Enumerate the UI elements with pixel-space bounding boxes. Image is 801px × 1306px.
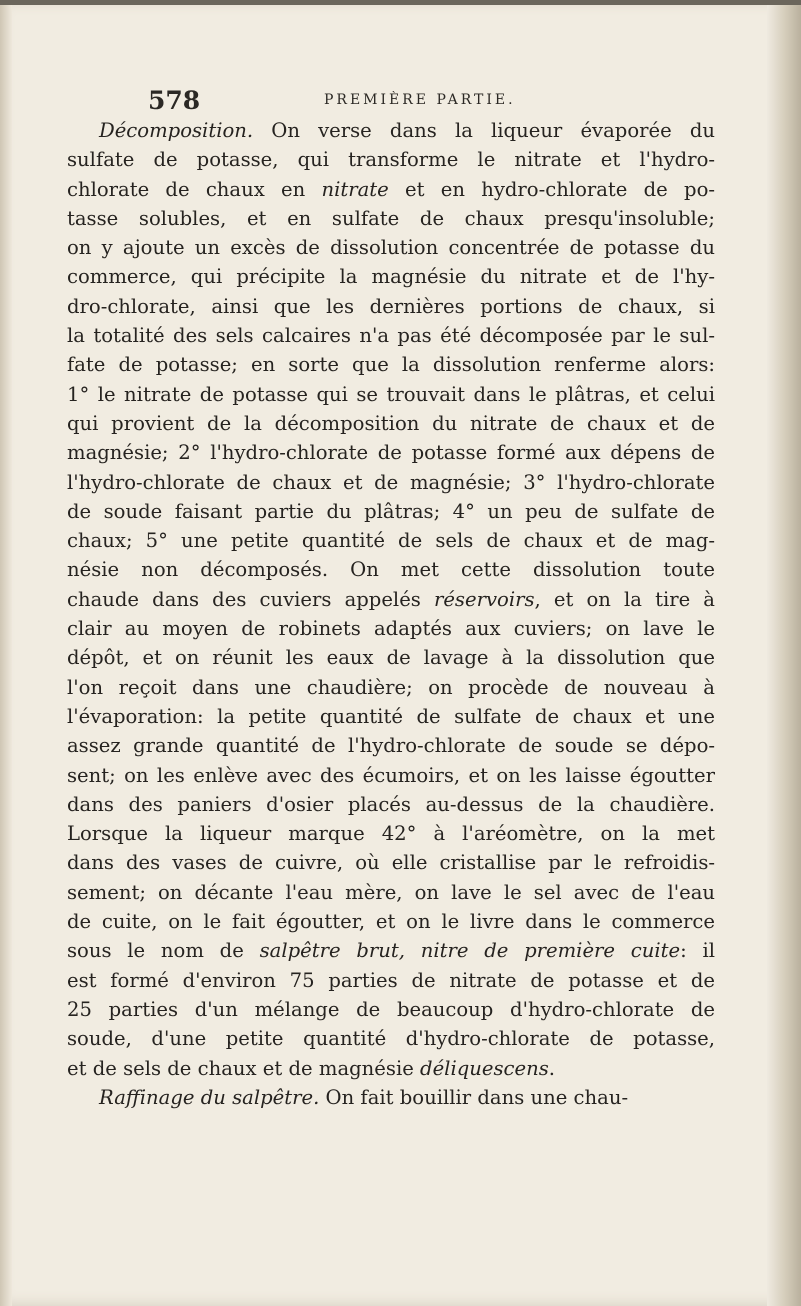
text-line [67,761,715,790]
text-line [67,468,715,497]
text-segment: assez grande quantité de l'hydro-chlorate de soude se dépo- [67,734,715,758]
text-segment: : il [680,939,715,963]
text-line [67,409,715,438]
text-line [67,175,715,204]
text-line [67,145,715,174]
text-segment: 25 parties d'un mélange de beaucoup d'hydro-chlorate de [67,997,715,1021]
text-line [67,1024,715,1053]
text-segment: 1° le nitrate de potasse qui se trouvait dans le plâtras, et celui [67,382,715,406]
text-line [67,1083,715,1112]
text-segment: , et on la tire à [534,587,715,611]
text-line [67,555,715,584]
text-line [67,614,715,643]
text-line [67,497,715,526]
text-segment: soude, d'une petite quantité d'hydro-chlorate de potasse, [67,1027,715,1051]
text-line [67,907,715,936]
italic-text: nitrate [321,177,389,201]
text-segment: chaude dans des cuviers appelés [67,587,434,611]
italic-text: réservoirs [433,587,535,611]
text-segment: Lorsque la liqueur marque 42° à l'aréomètre, on la met [67,822,715,846]
text-segment: dans des vases de cuivre, où elle cristallise par le refroidis- [67,851,715,875]
text-segment: l'évaporation: la petite quantité de sulfate de chaux et une [67,704,715,728]
text-segment: sement; on décante l'eau mère, on lave le sel avec de l'eau [67,880,715,904]
text-line [67,878,715,907]
text-line [67,731,715,760]
page-right-edge [767,0,801,1306]
text-segment: dans des paniers d'osier placés au-dessus de la chaudière. [67,792,715,816]
text-segment: fate de potasse; en sorte que la dissolution renferme alors: [67,353,715,377]
text-line [67,1054,715,1083]
top-border-rule [0,0,801,5]
paragraph [67,1083,715,1112]
text-line [67,438,715,467]
text-segment: nésie non décomposés. On met cette dissolution toute [67,558,715,582]
text-segment: de cuite, on le fait égoutter, et on le livre dans le commerce [67,910,715,934]
text-segment: qui provient de la décomposition du nitrate de chaux et de [67,411,715,435]
text-segment: . [548,1056,556,1080]
text-line [67,702,715,731]
text-segment: commerce, qui précipite la magnésie du nitrate et de l'hy- [67,265,715,289]
italic-text: déliquescens [420,1056,549,1080]
text-line [67,790,715,819]
text-segment: de soude faisant partie du plâtras; 4° un peu de sulfate de [67,499,715,523]
text-segment: l'on reçoit dans une chaudière; on procède de nouveau à [67,675,715,699]
page-header [148,86,768,120]
text-segment: dro-chlorate, ainsi que les dernières portions de chaux, si [67,294,715,318]
paragraph [67,116,715,1083]
text-line [67,673,715,702]
italic-text: Raffinage du salpêtre. [99,1085,320,1109]
text-line [67,819,715,848]
running-head: PREMIÈRE PARTIE. [324,92,516,108]
italic-text: salpêtre brut, nitre de première cuite [259,939,681,963]
page-left-edge [0,0,12,1306]
text-line [67,233,715,262]
text-line [67,848,715,877]
text-line [67,936,715,965]
text-segment: sulfate de potasse, qui transforme le nitrate et l'hydro- [67,148,715,172]
text-segment: sous le nom de [67,939,260,963]
text-line [67,350,715,379]
text-line [67,321,715,350]
text-segment: la totalité des sels calcaires n'a pas été décomposée par le sul- [67,324,715,348]
text-line [67,292,715,321]
text-segment: chaux; 5° une petite quantité de sels de chaux et de mag- [67,529,715,553]
body-text [67,116,715,1112]
text-line [67,380,715,409]
text-segment: On fait bouillir dans une chau- [319,1085,629,1109]
text-segment: et de sels de chaux et de magnésie [67,1056,421,1080]
text-segment: est formé d'environ 75 parties de nitrate de potasse et de [67,968,715,992]
text-line [67,204,715,233]
text-segment: et en hydro-chlorate de po- [388,177,715,201]
text-line [67,116,715,145]
text-segment: On verse dans la liqueur évaporée du [253,119,715,142]
text-segment: sent; on les enlève avec des écumoirs, et on les laisse égoutter [67,763,715,787]
text-segment: l'hydro-chlorate de chaux et de magnésie; 3° l'hydro-chlorate [67,470,715,494]
text-segment: tasse solubles, et en sulfate de chaux presqu'insoluble; [67,206,715,230]
text-line [67,585,715,614]
text-line [67,526,715,555]
text-segment: on y ajoute un excès de dissolution concentrée de potasse du [67,236,715,260]
text-segment: dépôt, et on réunit les eaux de lavage à la dissolution que [67,646,715,670]
text-line [67,262,715,291]
text-line [67,643,715,672]
page-number: 578 [148,86,201,115]
text-line [67,966,715,995]
text-line [67,995,715,1024]
text-segment: magnésie; 2° l'hydro-chlorate de potasse formé aux dépens de [67,441,715,465]
italic-text: Décomposition. [99,119,254,142]
text-segment: clair au moyen de robinets adaptés aux cuviers; on lave le [67,617,715,641]
text-segment: chlorate de chaux en [67,177,322,201]
